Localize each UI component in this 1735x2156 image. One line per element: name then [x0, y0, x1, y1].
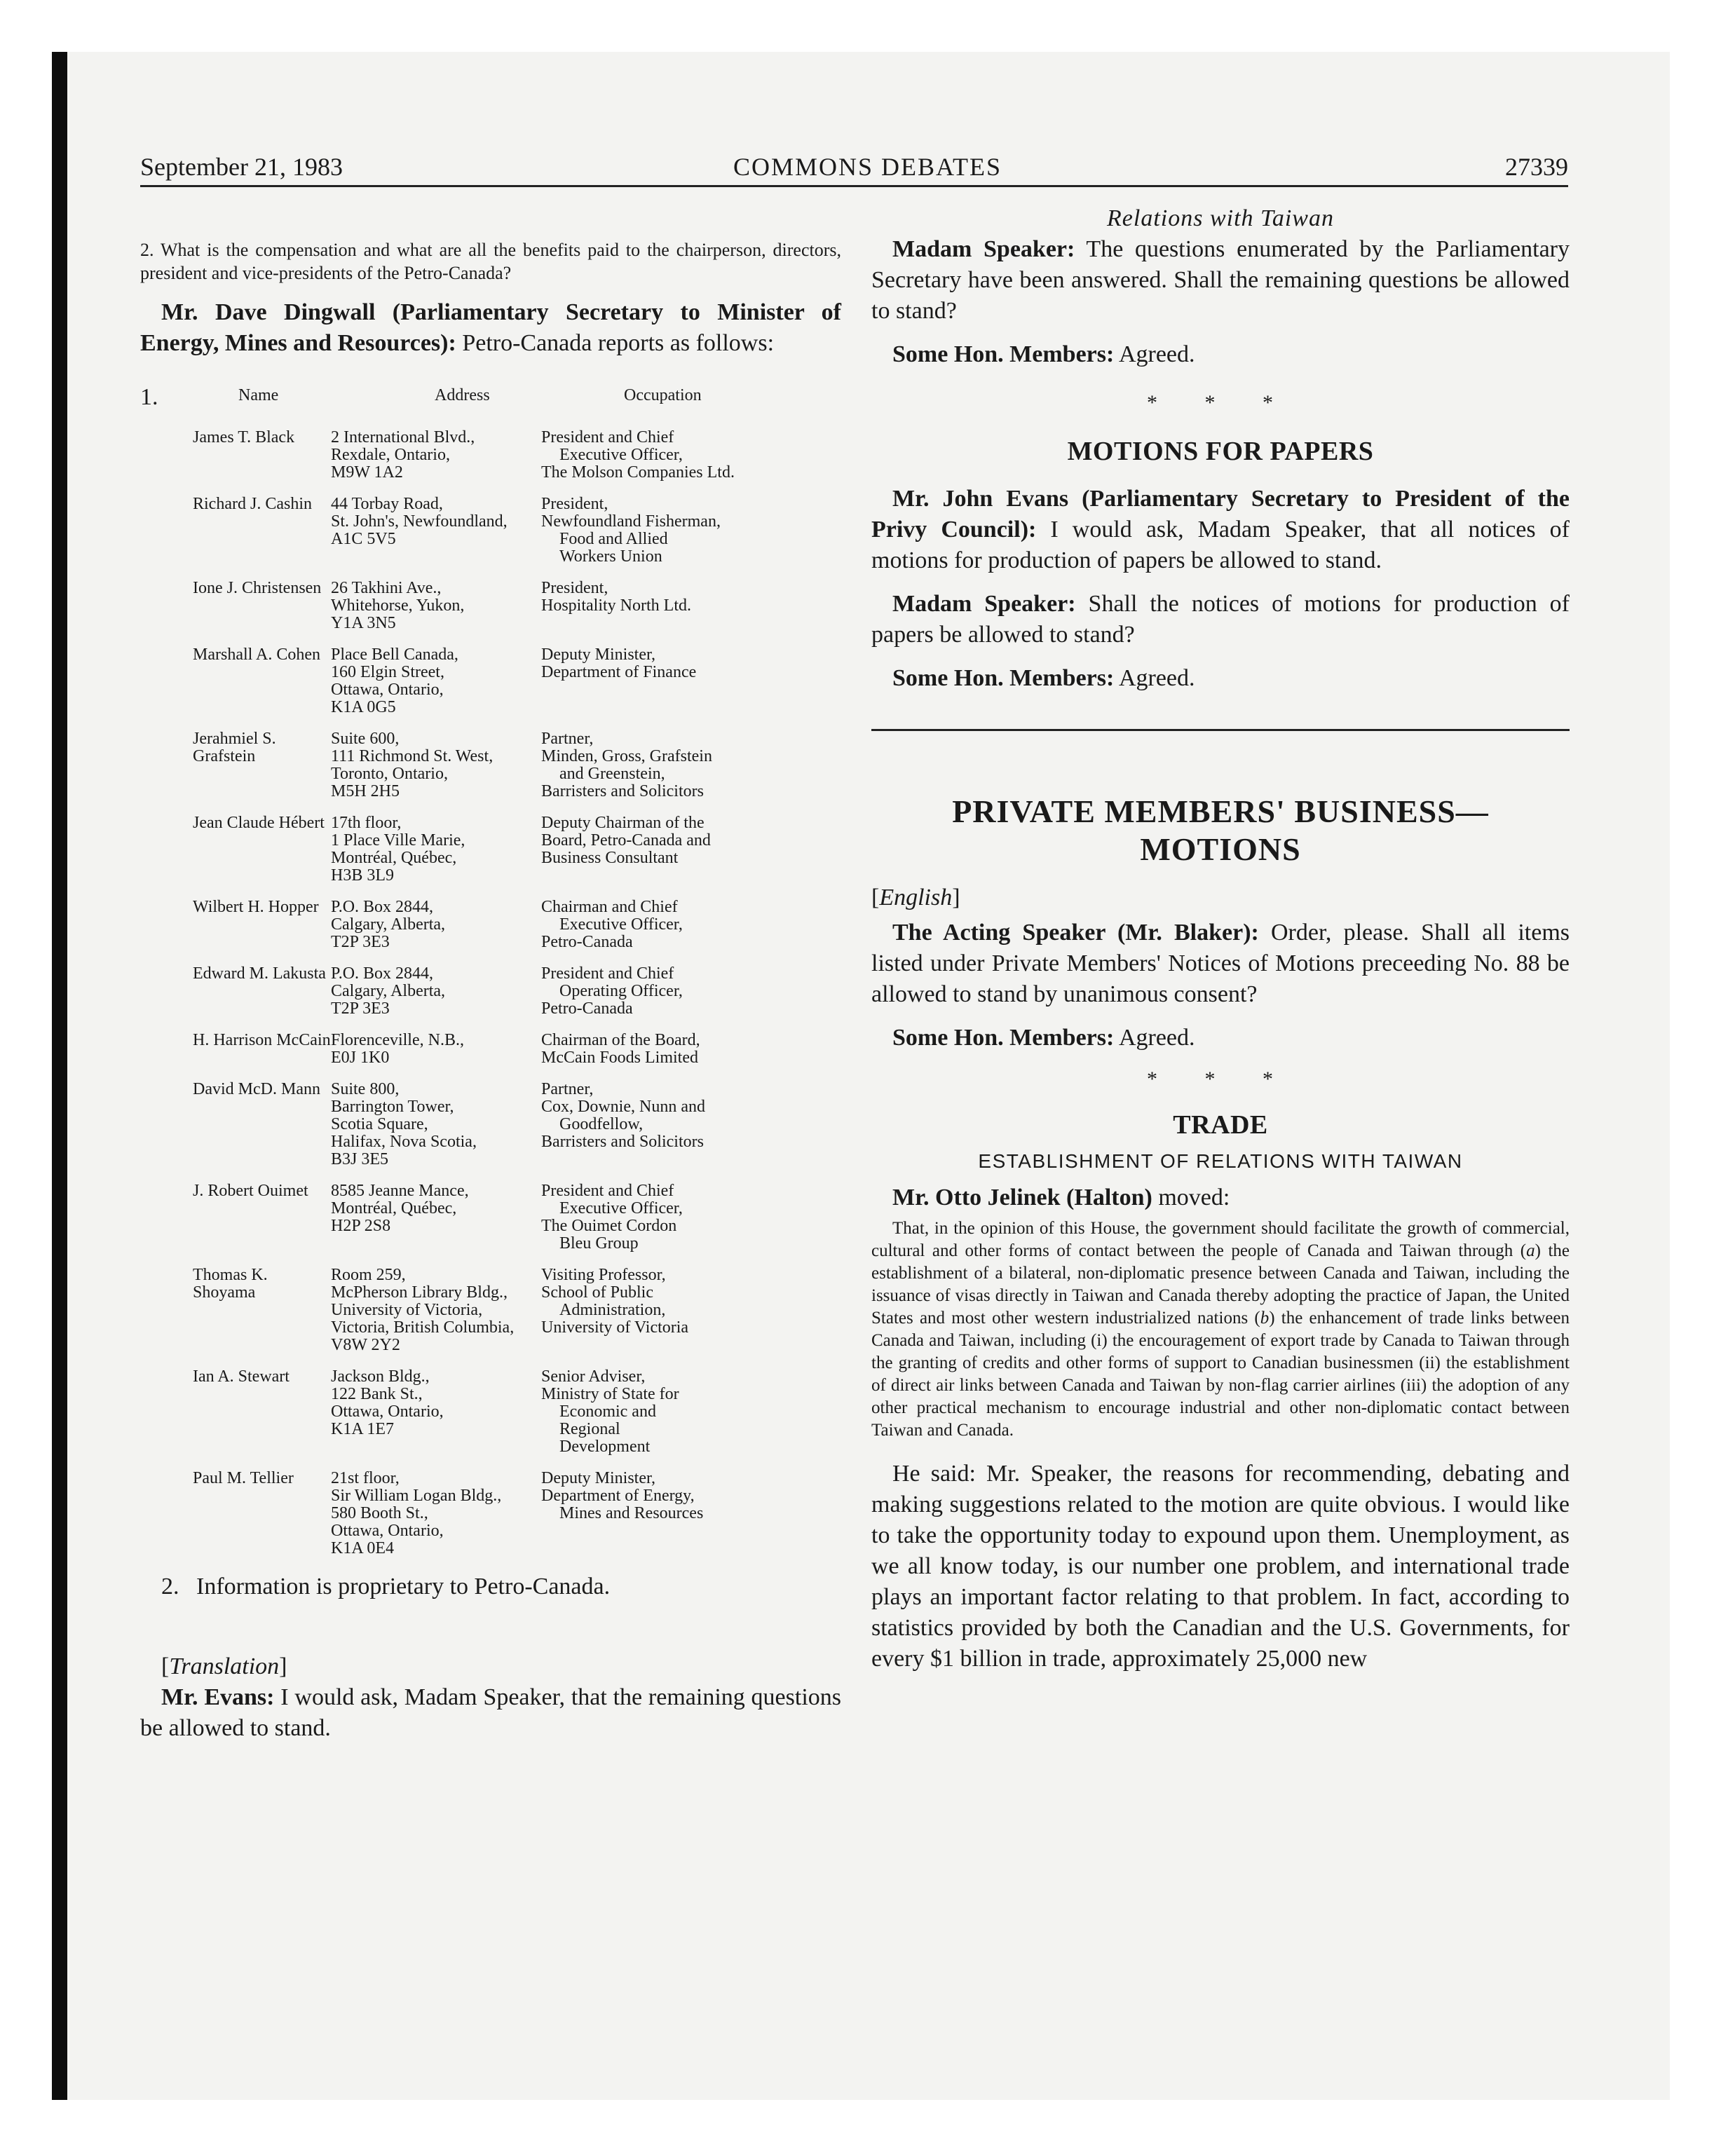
speaker-name: Mr. Evans: [161, 1684, 275, 1710]
cell-occupation [541, 814, 766, 885]
address-line: M5H 2H5 [331, 782, 400, 800]
table-row [140, 1470, 841, 1557]
cell-occupation [541, 1368, 766, 1456]
address-line: P.O. Box 2844, [331, 964, 434, 983]
occupation-line: Newfoundland Fisherman, [541, 512, 721, 531]
cell-name: Richard J. Cashin [193, 495, 312, 513]
address-line: Halifax, Nova Scotia, [331, 1133, 477, 1151]
evans-remark [140, 1682, 841, 1744]
address-line: T2P 3E3 [331, 933, 390, 951]
address-line: 26 Takhini Ave., [331, 579, 442, 597]
occupation-line: Petro-Canada [541, 933, 633, 951]
address-line: Montréal, Québec, [331, 1199, 457, 1217]
cell-occupation [541, 730, 766, 800]
table-row [140, 730, 841, 800]
cell-name: Paul M. Tellier [193, 1469, 294, 1487]
trade-heading: TRADE [1173, 1110, 1268, 1140]
occupation-line: Barristers and Solicitors [541, 1133, 704, 1151]
speaker-name: The Acting Speaker (Mr. Blaker): [892, 920, 1259, 946]
occupation-line: Barristers and Solicitors [541, 782, 704, 800]
table-item-number: 1. [140, 384, 158, 410]
occupation-line: President and Chief [541, 964, 674, 983]
address-line: E0J 1K0 [331, 1049, 390, 1067]
cell-name: H. Harrison McCain [193, 1031, 331, 1049]
motion-part-1: That, in the opinion of this House, the government should facilitate the growth of commercial, cultural and other forms of contact between the people of Canada and Taiwan through ( [871, 1219, 1570, 1260]
header-date: September 21, 1983 [140, 153, 343, 181]
right-column [871, 203, 1570, 1674]
address-line: Barrington Tower, [331, 1098, 454, 1116]
cell-occupation [541, 1081, 766, 1168]
cell-occupation [541, 646, 766, 716]
madam-speaker-2 [871, 589, 1570, 650]
address-line: V8W 2Y2 [331, 1336, 400, 1354]
members-agreed-1 [871, 339, 1570, 370]
item-2 [140, 1571, 841, 1602]
occupation-line: President, [541, 579, 608, 597]
address-line: St. John's, Newfoundland, [331, 512, 508, 531]
address-line: 160 Elgin Street, [331, 663, 444, 681]
agreed-text: Agreed. [1118, 1025, 1195, 1051]
occupation-line: Executive Officer, [559, 1199, 683, 1217]
occupation-line: Partner, [541, 730, 594, 748]
question-text: 2. What is the compensation and what are all the benefits paid to the chairperson, directors, president and vice-presidents of the Petro-Canada? [140, 240, 841, 283]
occupation-line: Executive Officer, [559, 446, 683, 464]
address-line: H3B 3L9 [331, 866, 394, 885]
private-members-heading [871, 793, 1570, 868]
cell-address [331, 730, 541, 800]
relations-heading: Relations with Taiwan [1107, 205, 1334, 231]
moved-text: moved: [1158, 1185, 1230, 1210]
john-evans-remark [871, 484, 1570, 576]
address-line: H2P 2S8 [331, 1217, 391, 1235]
address-line: Victoria, British Columbia, [331, 1318, 515, 1337]
occupation-line: Workers Union [559, 547, 662, 566]
cell-name: Edward M. Lakusta [193, 964, 326, 983]
agreed-text: Agreed. [1118, 341, 1195, 367]
cell-name: Jerahmiel S. Grafstein [193, 730, 276, 765]
address-line: Calgary, Alberta, [331, 982, 446, 1000]
cell-name: David McD. Mann [193, 1080, 320, 1098]
table-row [140, 496, 841, 566]
occupation-line: Business Consultant [541, 849, 679, 867]
cell-occupation [541, 1032, 766, 1067]
occupation-line: Chairman of the Board, [541, 1031, 700, 1049]
dingwall-answer [140, 297, 841, 359]
column-header-address: Address [435, 386, 490, 404]
english-tag: [English] [871, 885, 960, 910]
speaker-text: Shall the notices of motions for production of papers be allowed to stand? [871, 591, 1570, 648]
column-header-name: Name [238, 386, 279, 404]
occupation-line: Petro-Canada [541, 999, 633, 1018]
jelinek-moved [871, 1182, 1570, 1213]
cell-occupation [541, 1267, 766, 1354]
occupation-line: Executive Officer, [559, 915, 683, 934]
occupation-line: President and Chief [541, 1182, 674, 1200]
address-line: McPherson Library Bldg., [331, 1283, 508, 1302]
translation-tag-text: Translation [169, 1653, 280, 1679]
trade-subheading: ESTABLISHMENT OF RELATIONS WITH TAIWAN [978, 1150, 1463, 1172]
address-line: M9W 1A2 [331, 463, 403, 482]
table-row [140, 965, 841, 1018]
speaker-name: Mr. Dave Dingwall (Parliamentary Secretary to Minister of Energy, Mines and Resources): [140, 299, 841, 356]
agreed-text: Agreed. [1118, 665, 1195, 691]
cell-occupation [541, 496, 766, 566]
occupation-line: and Greenstein, [559, 765, 665, 783]
cell-address [331, 899, 541, 951]
address-line: Montréal, Québec, [331, 849, 457, 867]
occupation-line: Department of Energy, [541, 1487, 695, 1505]
table-row [140, 899, 841, 951]
address-line: Calgary, Alberta, [331, 915, 446, 934]
occupation-line: Ministry of State for [541, 1385, 679, 1403]
english-tag-text: English [879, 885, 953, 910]
address-line: K1A 0G5 [331, 698, 396, 716]
cell-name: Ione J. Christensen [193, 579, 322, 597]
cell-address [331, 1182, 541, 1253]
address-line: Suite 800, [331, 1080, 400, 1098]
address-line: Whitehorse, Yukon, [331, 596, 465, 615]
occupation-line: Senior Adviser, [541, 1367, 646, 1386]
members-agreed-2 [871, 663, 1570, 694]
speaker-name: Madam Speaker: [892, 591, 1076, 617]
occupation-line: Minden, Gross, Grafstein [541, 747, 712, 765]
header-title: COMMONS DEBATES [733, 153, 1002, 181]
cell-name: Thomas K. Shoyama [193, 1266, 268, 1302]
address-line: 21st floor, [331, 1469, 400, 1487]
evans-remark-text: I would ask, Madam Speaker, that the remaining questions be allowed to stand. [140, 1684, 841, 1741]
occupation-line: President, [541, 495, 608, 513]
acting-speaker-remark [871, 917, 1570, 1010]
occupation-line: Deputy Minister, [541, 1469, 656, 1487]
cell-address [331, 580, 541, 632]
speaker-name: Madam Speaker: [892, 236, 1075, 262]
item-2-text: Information is proprietary to Petro-Canada. [196, 1574, 611, 1599]
table-row [140, 429, 841, 482]
occupation-line: Board, Petro-Canada and [541, 831, 711, 850]
address-line: P.O. Box 2844, [331, 898, 434, 916]
cell-occupation [541, 899, 766, 951]
table-row [140, 1267, 841, 1354]
cell-address [331, 496, 541, 566]
answer-text: Petro-Canada reports as follows: [462, 330, 775, 356]
section-stars-2: * * * [1147, 1067, 1294, 1091]
motion-letter-a: a [1526, 1241, 1535, 1260]
left-column [140, 203, 841, 1744]
address-line: 580 Booth St., [331, 1504, 428, 1522]
speaker-text: The questions enumerated by the Parliamentary Secretary have been answered. Shall the remaining questions be allowed to stand? [871, 236, 1570, 324]
speaker-name: Mr. John Evans (Parliamentary Secretary to President of the Privy Council): [871, 486, 1570, 543]
address-line: 1 Place Ville Marie, [331, 831, 465, 850]
cell-name: Wilbert H. Hopper [193, 898, 319, 916]
occupation-line: Goodfellow, [559, 1115, 644, 1133]
occupation-line: Deputy Chairman of the [541, 814, 705, 832]
occupation-line: Food and Allied [559, 530, 668, 548]
occupation-line: Bleu Group [559, 1234, 639, 1253]
cell-address [331, 965, 541, 1018]
occupation-line: The Ouimet Cordon [541, 1217, 677, 1235]
column-header-occupation: Occupation [624, 386, 702, 404]
motion-part-3: ) the enhancement of trade links between Canada and Taiwan, including (i) the encouragement of export trade by Canada to Taiwan through the granting of credits and other forms of support to Canadian businessmen (ii) the establishment of direct air links between Canada and Taiwan by non-flag carrier airlines (iii) the adoption of any other practical mechanism to encourage industrial and other non-diplomatic contact between Taiwan and Canada. [871, 1309, 1570, 1440]
acting-speaker-text: Order, please. Shall all items listed under Private Members' Notices of Motions preceeding No. 88 be allowed to stand by unanimous consent? [871, 920, 1570, 1007]
occupation-line: Department of Finance [541, 663, 697, 681]
section-rule [871, 729, 1570, 731]
cell-occupation [541, 1182, 766, 1253]
cell-name: J. Robert Ouimet [193, 1182, 308, 1200]
cell-name: James T. Black [193, 428, 295, 446]
address-line: K1A 0E4 [331, 1539, 394, 1557]
heading-line-1: PRIVATE MEMBERS' BUSINESS— [952, 793, 1489, 829]
address-line: Scotia Square, [331, 1115, 428, 1133]
occupation-line: McCain Foods Limited [541, 1049, 698, 1067]
scan-spine-edge [52, 52, 67, 2100]
cell-name: Jean Claude Hébert [193, 814, 325, 832]
table-row [140, 814, 841, 885]
occupation-line: Economic and [559, 1403, 656, 1421]
address-line: Ottawa, Ontario, [331, 1403, 444, 1421]
question-2 [140, 238, 841, 285]
motion-letter-b: b [1260, 1309, 1270, 1328]
address-line: 2 International Blvd., [331, 428, 475, 446]
item-2-number: 2. [161, 1574, 179, 1599]
address-line: Toronto, Ontario, [331, 765, 448, 783]
cell-name: Marshall A. Cohen [193, 646, 320, 664]
cell-occupation [541, 580, 766, 632]
table-row [140, 580, 841, 632]
address-line: Place Bell Canada, [331, 646, 458, 664]
occupation-line: Deputy Minister, [541, 646, 656, 664]
cell-occupation [541, 965, 766, 1018]
cell-address [331, 1032, 541, 1067]
occupation-line: Operating Officer, [559, 982, 683, 1000]
occupation-line: School of Public [541, 1283, 653, 1302]
address-line: K1A 1E7 [331, 1420, 394, 1438]
address-line: Room 259, [331, 1266, 406, 1284]
occupation-line: The Molson Companies Ltd. [541, 463, 735, 482]
occupation-line: Regional [559, 1420, 620, 1438]
occupation-line: Administration, [559, 1301, 666, 1319]
address-line: Suite 600, [331, 730, 400, 748]
address-line: 122 Bank St., [331, 1385, 423, 1403]
speaker-name: Mr. Otto Jelinek (Halton) [892, 1185, 1152, 1210]
motions-for-papers-heading: MOTIONS FOR PAPERS [1067, 437, 1374, 466]
cell-name: Ian A. Stewart [193, 1367, 290, 1386]
cell-occupation [541, 1470, 766, 1557]
address-line: Jackson Bldg., [331, 1367, 430, 1386]
address-line: Y1A 3N5 [331, 614, 396, 632]
translation-tag: [Translation] [161, 1653, 287, 1679]
header-page-number: 27339 [1505, 153, 1568, 181]
cell-address [331, 1470, 541, 1557]
speaker-name: Some Hon. Members: [892, 341, 1115, 367]
address-line: T2P 3E3 [331, 999, 390, 1018]
cell-address [331, 429, 541, 482]
cell-occupation [541, 429, 766, 482]
address-line: 8585 Jeanne Mance, [331, 1182, 469, 1200]
occupation-line: Development [559, 1438, 651, 1456]
madam-speaker-1 [871, 234, 1570, 327]
heading-line-2: MOTIONS [1140, 831, 1301, 867]
table-row [140, 1182, 841, 1253]
speaker-name: Some Hon. Members: [892, 1025, 1115, 1051]
occupation-line: Visiting Professor, [541, 1266, 666, 1284]
occupation-line: President and Chief [541, 428, 674, 446]
table-row [140, 1032, 841, 1067]
address-line: 17th floor, [331, 814, 402, 832]
address-line: A1C 5V5 [331, 530, 396, 548]
cell-address [331, 1081, 541, 1168]
cell-address [331, 814, 541, 885]
cell-address [331, 1267, 541, 1354]
address-line: Rexdale, Ontario, [331, 446, 450, 464]
cell-address [331, 646, 541, 716]
address-line: Ottawa, Ontario, [331, 681, 444, 699]
section-stars-1: * * * [1147, 391, 1294, 414]
address-line: University of Victoria, [331, 1301, 483, 1319]
board-table [140, 384, 841, 1557]
remark-text: I would ask, Madam Speaker, that all notices of motions for production of papers be allowed to stand. [871, 517, 1570, 573]
address-line: Sir William Logan Bldg., [331, 1487, 502, 1505]
occupation-line: Partner, [541, 1080, 594, 1098]
table-body [140, 384, 841, 1557]
speaker-name: Some Hon. Members: [892, 665, 1115, 691]
address-line: B3J 3E5 [331, 1150, 389, 1168]
members-agreed-3 [871, 1023, 1570, 1053]
table-row [140, 646, 841, 716]
address-line: Ottawa, Ontario, [331, 1522, 444, 1540]
occupation-line: University of Victoria [541, 1318, 689, 1337]
occupation-line: Chairman and Chief [541, 898, 678, 916]
jelinek-speech: He said: Mr. Speaker, the reasons for recommending, debating and making suggestions related to the motion are quite obvious. I would like to take the opportunity today to expound upon them. Unemployment, as we all know today, is our number one problem, and international trade plays an important factor relating to that problem. In fact, according to statistics provided by both the Canadian and the U.S. Governments, for every $1 billion in trade, approximately 25,000 new [871, 1461, 1570, 1672]
table-row [140, 1081, 841, 1168]
motion-part-2: ) the establishment of a bilateral, non-diplomatic presence between Canada and Taiwan, including the issuance of visas directly in Taiwan and Canada thereby adopting the practice of Japan, the United States and most other western industrialized nations ( [871, 1241, 1570, 1328]
address-line: 44 Torbay Road, [331, 495, 443, 513]
cell-address [331, 1368, 541, 1456]
table-row [140, 1368, 841, 1456]
occupation-line: Cox, Downie, Nunn and [541, 1098, 705, 1116]
header-rule [140, 185, 1568, 187]
motion-text [871, 1217, 1570, 1442]
address-line: 111 Richmond St. West, [331, 747, 494, 765]
occupation-line: Hospitality North Ltd. [541, 596, 691, 615]
address-line: Florenceville, N.B., [331, 1031, 464, 1049]
occupation-line: Mines and Resources [559, 1504, 704, 1522]
